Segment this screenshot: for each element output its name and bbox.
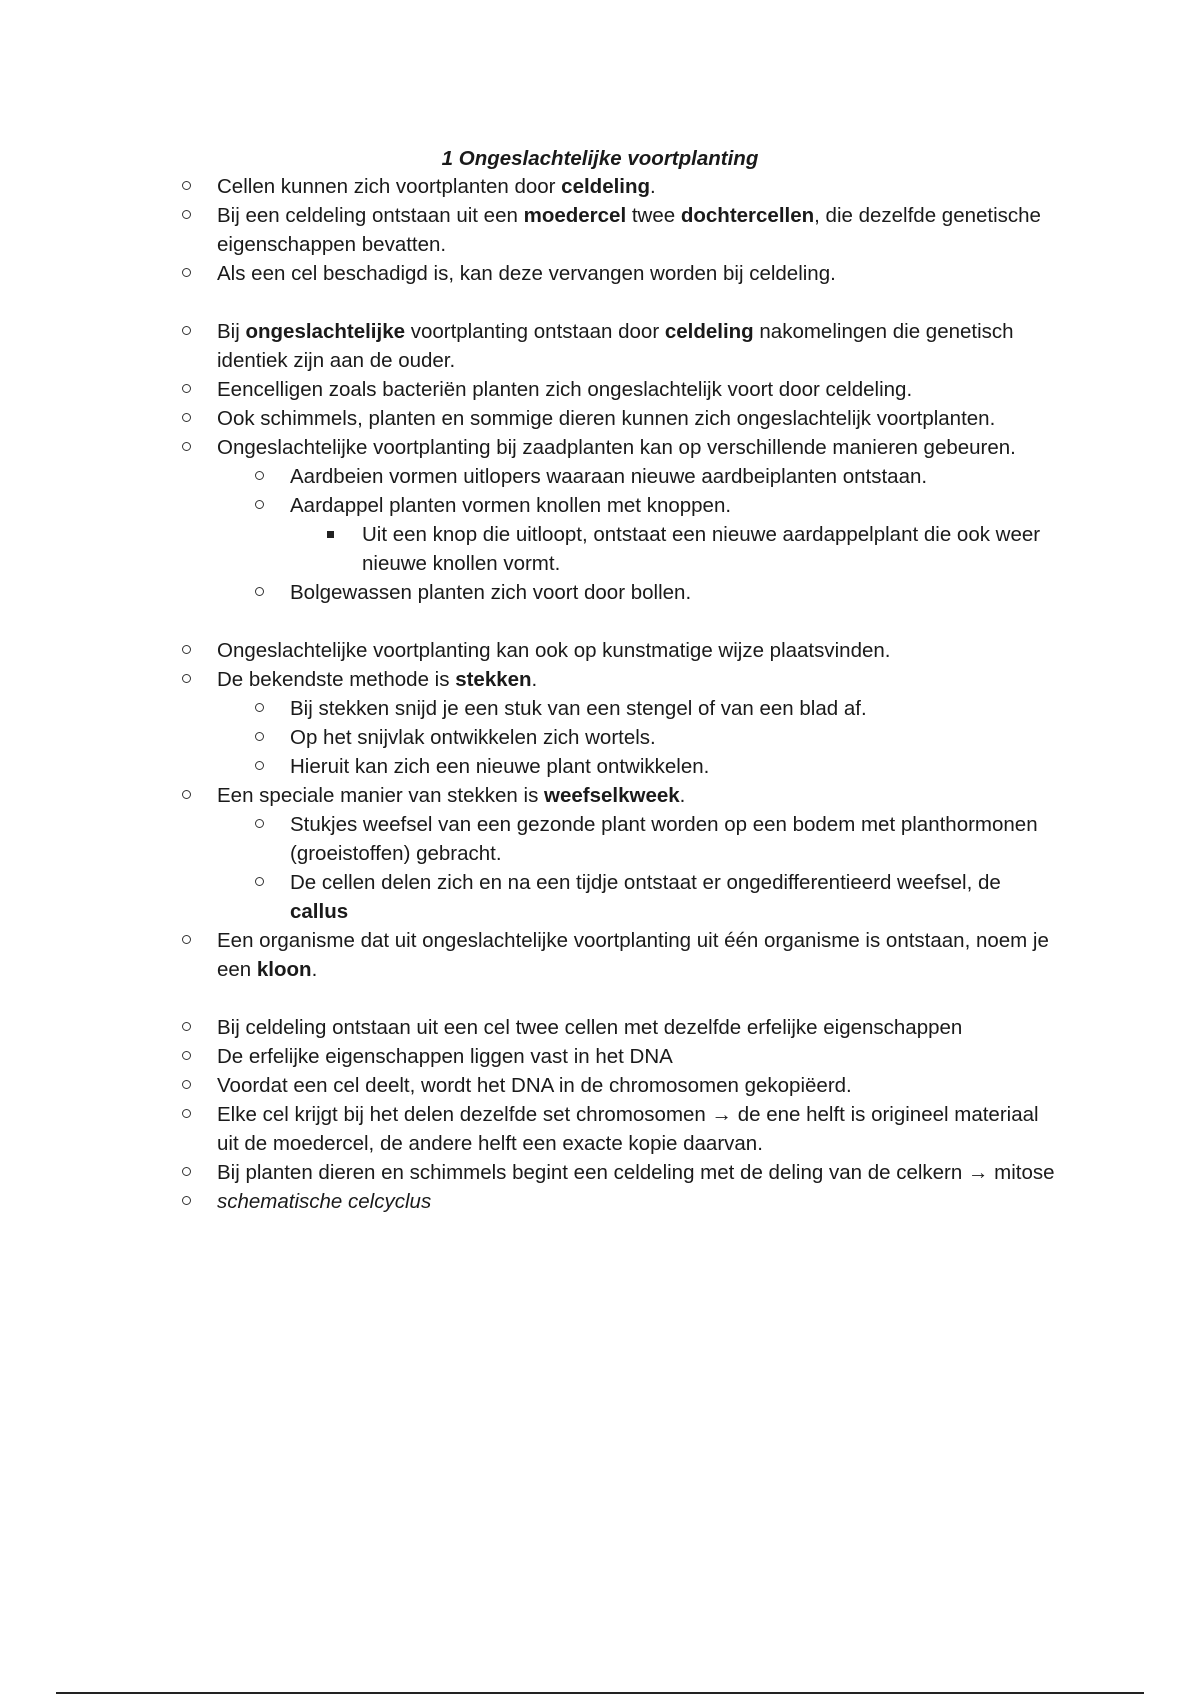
- list-item-text: [290, 581, 691, 604]
- list-item-text: [217, 1161, 1055, 1184]
- text-run: Op het snijvlak ontwikkelen zich wortels.: [290, 726, 656, 749]
- circle-bullet-icon: [182, 781, 191, 810]
- text-run: nakomelingen die genetisch identiek zijn aan de ouder.: [217, 320, 1014, 372]
- text-run: Een speciale manier van stekken is: [217, 784, 545, 807]
- circle-bullet-icon: [182, 1042, 191, 1071]
- footer-rule: [56, 1692, 1144, 1694]
- list-item-text: [290, 465, 927, 488]
- page-title: 1 Ongeslachtelijke voortplanting: [441, 147, 759, 170]
- bold-term: celdeling: [561, 175, 651, 198]
- list-item: [0, 723, 1050, 752]
- bold-term: stekken: [455, 668, 532, 691]
- list-item-text: [217, 1190, 431, 1213]
- text-run: De bekendste methode is: [217, 668, 456, 691]
- list-item-text: [217, 639, 890, 662]
- text-run: Bij planten dieren en schimmels begint een celdeling met de deling van de celkern → mitose: [217, 1161, 1055, 1184]
- list-item-text: [217, 320, 1014, 372]
- list-item: [0, 926, 1057, 984]
- list-item-text: [217, 378, 912, 401]
- circle-bullet-icon: [182, 1013, 191, 1042]
- circle-bullet-icon: [182, 375, 191, 404]
- text-run: Stukjes weefsel van een gezonde plant worden op een bodem met planthormonen (groeistoffen) gebracht.: [290, 813, 1038, 865]
- text-run: Elke cel krijgt bij het delen dezelfde set chromosomen → de ene helft is origineel materiaal uit de moedercel, de andere helft een exacte kopie daarvan.: [217, 1103, 1039, 1155]
- list-item: [0, 694, 1050, 723]
- list-item-text: [290, 697, 867, 720]
- list-item-text: [217, 262, 836, 285]
- text-run: Hieruit kan zich een nieuwe plant ontwikkelen.: [290, 755, 710, 778]
- circle-bullet-icon: [182, 1187, 191, 1216]
- text-run: Aardbeien vormen uitlopers waaraan nieuwe aardbeiplanten ontstaan.: [290, 465, 928, 488]
- circle-bullet-icon: [182, 926, 191, 955]
- list-item: [0, 491, 1050, 520]
- list-item: [0, 259, 1057, 288]
- text-run: Cellen kunnen zich voortplanten door: [217, 175, 562, 198]
- list-item: [0, 1100, 1057, 1158]
- circle-bullet-icon: [182, 317, 191, 346]
- text-run: Ongeslachtelijke voortplanting bij zaadplanten kan op verschillende manieren gebeuren.: [217, 436, 1016, 459]
- list-item: [0, 752, 1050, 781]
- list-item-text: [217, 204, 1041, 256]
- list-item: [0, 172, 1057, 201]
- text-run: .: [679, 784, 686, 807]
- notes-section: [0, 317, 1200, 607]
- bold-term: ongeslachtelijke: [245, 320, 405, 343]
- list-item: [0, 433, 1057, 462]
- list-item: [0, 578, 1050, 607]
- circle-bullet-icon: [255, 694, 264, 723]
- text-run: Voordat een cel deelt, wordt het DNA in de chromosomen gekopiëerd.: [217, 1074, 852, 1097]
- circle-bullet-icon: [182, 636, 191, 665]
- list-item-text: [217, 929, 1049, 981]
- list-item-text: [217, 668, 537, 691]
- text-run: schematische celcyclus: [217, 1190, 432, 1213]
- list-item: [0, 1158, 1057, 1187]
- list-item: [0, 1042, 1057, 1071]
- list-item-text: [290, 494, 731, 517]
- circle-bullet-icon: [182, 404, 191, 433]
- text-run: twee: [626, 204, 681, 227]
- list-item: [0, 520, 1052, 578]
- notes-section: [0, 172, 1200, 288]
- text-run: , die dezelfde genetische eigenschappen bevatten.: [217, 204, 1041, 256]
- list-item: [0, 462, 1050, 491]
- circle-bullet-icon: [255, 868, 264, 897]
- text-run: Als een cel beschadigd is, kan deze vervangen worden bij celdeling.: [217, 262, 836, 285]
- text-run: De erfelijke eigenschappen liggen vast in het DNA: [217, 1045, 673, 1068]
- list-item-text: [217, 1103, 1039, 1155]
- circle-bullet-icon: [182, 1158, 191, 1187]
- bold-term: moedercel: [523, 204, 627, 227]
- list-item: [0, 375, 1057, 404]
- text-run: .: [531, 668, 538, 691]
- text-run: Bij: [217, 320, 246, 343]
- bold-term: celdeling: [664, 320, 754, 343]
- text-run: Bij een celdeling ontstaan uit een: [217, 204, 524, 227]
- notes-section: [0, 1013, 1200, 1216]
- circle-bullet-icon: [255, 723, 264, 752]
- circle-bullet-icon: [182, 172, 191, 201]
- text-run: Ook schimmels, planten en sommige dieren kunnen zich ongeslachtelijk voortplanten.: [217, 407, 996, 430]
- list-item: [0, 781, 1057, 810]
- list-item: [0, 1013, 1057, 1042]
- text-run: De cellen delen zich en na een tijdje ontstaat er ongedifferentieerd weefsel, de: [290, 871, 1001, 894]
- circle-bullet-icon: [182, 1071, 191, 1100]
- text-run: Bij stekken snijd je een stuk van een stengel of van een blad af.: [290, 697, 867, 720]
- square-bullet-icon: [327, 520, 334, 549]
- circle-bullet-icon: [182, 259, 191, 288]
- list-item: [0, 665, 1057, 694]
- circle-bullet-icon: [182, 433, 191, 462]
- list-item: [0, 636, 1057, 665]
- list-item: [0, 404, 1057, 433]
- list-item-text: [217, 436, 1016, 459]
- notes-section: [0, 636, 1200, 984]
- circle-bullet-icon: [255, 578, 264, 607]
- list-item: [0, 1071, 1057, 1100]
- text-run: voortplanting ontstaan door: [405, 320, 665, 343]
- text-run: .: [311, 958, 318, 981]
- list-item: [0, 201, 1057, 259]
- circle-bullet-icon: [255, 752, 264, 781]
- list-item-text: [290, 871, 1001, 923]
- text-run: Ongeslachtelijke voortplanting kan ook op kunstmatige wijze plaatsvinden.: [217, 639, 891, 662]
- list-item-text: [290, 813, 1038, 865]
- list-item-text: [290, 726, 656, 749]
- bold-term: dochtercellen: [680, 204, 815, 227]
- list-item: [0, 868, 1050, 926]
- list-item-text: [362, 523, 1040, 575]
- bold-term: weefselkweek: [544, 784, 680, 807]
- circle-bullet-icon: [255, 462, 264, 491]
- text-run: Aardappel planten vormen knollen met knoppen.: [290, 494, 732, 517]
- list-item: [0, 317, 1057, 375]
- text-run: .: [650, 175, 656, 198]
- circle-bullet-icon: [255, 810, 264, 839]
- bold-term: kloon: [256, 958, 312, 981]
- list-item-text: [217, 1016, 962, 1039]
- list-item-text: [217, 1074, 852, 1097]
- circle-bullet-icon: [182, 665, 191, 694]
- list-item-text: [217, 1045, 673, 1068]
- list-item: [0, 1187, 1057, 1216]
- text-run: Bolgewassen planten zich voort door bollen.: [290, 581, 692, 604]
- list-item-text: [217, 784, 685, 807]
- list-item-text: [217, 407, 995, 430]
- bold-term: callus: [290, 900, 349, 923]
- list-item: [0, 810, 1050, 868]
- text-run: Bij celdeling ontstaan uit een cel twee cellen met dezelfde erfelijke eigenschappen: [217, 1016, 963, 1039]
- text-run: Uit een knop die uitloopt, ontstaat een nieuwe aardappelplant die ook weer nieuwe knollen vormt.: [362, 523, 1041, 575]
- circle-bullet-icon: [182, 1100, 191, 1129]
- text-run: Eencelligen zoals bacteriën planten zich ongeslachtelijk voort door celdeling.: [217, 378, 913, 401]
- list-item-text: [290, 755, 709, 778]
- list-item-text: [217, 175, 656, 198]
- circle-bullet-icon: [255, 491, 264, 520]
- circle-bullet-icon: [182, 201, 191, 230]
- text-run: Een organisme dat uit ongeslachtelijke voortplanting uit één organisme is ontstaan, noem je een: [217, 929, 1049, 981]
- notes-content: [0, 172, 1200, 1216]
